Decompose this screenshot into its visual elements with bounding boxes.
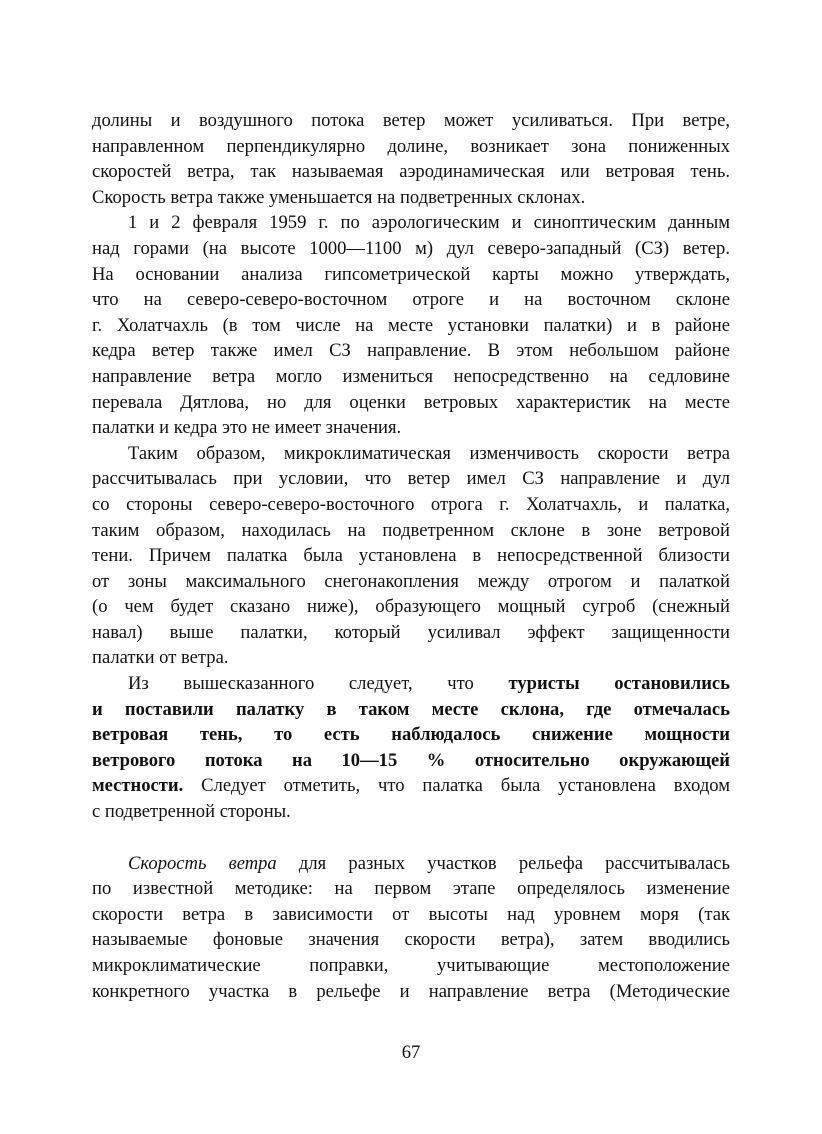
text-normal: Следует отметить, что палатка была установлена входом [183,775,730,797]
text-line: скоростей ветра, так называемая аэродинамическая или ветровая тень. [92,161,730,183]
text-line: над горами (на высоте 1000—1100 м) дул северо-западный (СЗ) ветер. [92,237,730,259]
text-line: с подветренной стороны. [92,801,291,823]
paragraph-3 [92,441,730,671]
text-line: направление ветра могло измениться непосредственно на седловине [92,365,730,387]
text-bold: местности. [92,775,184,797]
paragraph-1 [92,108,730,210]
paragraph-2 [92,210,730,440]
text-line: кедра ветер также имел СЗ направление. В этом небольшом районе [92,340,730,362]
text-line: что на северо-северо-восточном отроге и на восточном склоне [92,289,730,311]
text-line: навал) выше палатки, который усиливал эффект защищенности [92,621,730,643]
text-line: ветрового потока на 10—15 % относительно окружающей [92,749,730,771]
text-line: перевала Дятлова, но для оценки ветровых характеристик на месте [92,391,730,413]
text-line: рассчитывалась при условии, что ветер имел СЗ направление и дул [92,468,730,490]
text-line: конкретного участка в рельефе и направление ветра (Методические [92,980,730,1002]
text-line [92,851,730,877]
paragraph-5 [92,851,730,1005]
text-line: и поставили палатку в таком месте склона, где отмечалась [92,698,730,720]
text-normal: Из вышесказанного следует, что [128,673,509,695]
text-line: называемые фоновые значения скорости ветра), затем вводились [92,929,730,951]
text-line: палатки от ветра. [92,647,229,669]
text-line: от зоны максимального снегонакопления между отрогом и палаткой [92,570,730,592]
text-line: палатки и кедра это не имеет значения. [92,417,402,439]
text-line: таким образом, находилась на подветренном склоне в зоне ветровой [92,519,730,541]
text-line: со стороны северо-северо-восточного отрога г. Холатчахль, и палатка, [92,493,730,515]
paragraph-4-conclusion [92,671,730,825]
text-line: 1 и 2 февраля 1959 г. по аэрологическим и синоптическим данным [128,212,730,234]
text-line [92,773,730,799]
text-line: скорости ветра в зависимости от высоты над уровнем моря (так [92,903,730,925]
text-line: тени. Причем палатка была установлена в непосредственной близости [92,545,730,567]
text-italic: Скорость ветра [128,852,277,874]
text-normal: для разных участков рельефа рассчитывалась [276,852,730,874]
text-line: по известной методике: на первом этапе определялось изменение [92,878,730,900]
text-line: г. Холатчахль (в том числе на месте установки палатки) и в районе [92,314,730,336]
paragraph-gap [92,825,730,851]
page-body [92,108,730,1004]
text-line: (о чем будет сказано ниже), образующего мощный сугроб (снежный [92,596,730,618]
text-bold: туристы остановились [508,673,730,695]
text-line: Скорость ветра также уменьшается на подветренных склонах. [92,186,586,208]
text-line: микроклиматические поправки, учитывающие местоположение [92,955,730,976]
page-number: 67 [401,1042,421,1063]
text-line: долины и воздушного потока ветер может усиливаться. При ветре, [92,110,730,131]
text-line: Таким образом, микроклиматическая изменчивость скорости ветра [128,442,730,464]
text-line [92,671,730,697]
text-line: ветровая тень, то есть наблюдалось снижение мощности [92,724,730,746]
text-line: На основании анализа гипсометрической карты можно утверждать, [92,263,730,285]
text-line: направленном перпендикулярно долине, возникает зона пониженных [92,135,730,157]
